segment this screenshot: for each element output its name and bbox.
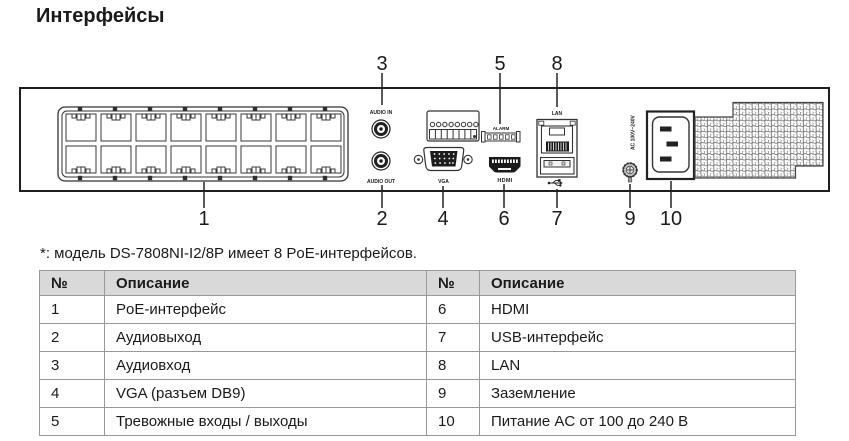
cell-num: 8 bbox=[427, 352, 480, 380]
usb-port bbox=[541, 158, 575, 175]
callout-3: 3 bbox=[376, 53, 388, 75]
rj45-port bbox=[276, 146, 306, 173]
rj45-port bbox=[171, 114, 201, 141]
audio-in-jack bbox=[372, 120, 390, 138]
interface-table bbox=[39, 270, 796, 436]
cell-num: 4 bbox=[40, 380, 105, 408]
callout-10: 10 bbox=[659, 208, 683, 230]
header-num-left: № bbox=[40, 271, 105, 296]
header-num-right: № bbox=[427, 271, 480, 296]
cell-num: 2 bbox=[40, 324, 105, 352]
cell-num: 5 bbox=[40, 408, 105, 436]
page-title: Интерфейсы bbox=[36, 5, 165, 27]
rj45-port bbox=[276, 114, 306, 141]
cell-num: 10 bbox=[427, 408, 480, 436]
rj45-port bbox=[241, 146, 271, 173]
hdmi-label: HDMI bbox=[497, 178, 513, 184]
callout-5: 5 bbox=[494, 53, 506, 75]
callout-6: 6 bbox=[498, 208, 510, 230]
cell-num: 7 bbox=[427, 324, 480, 352]
cell-desc: LAN bbox=[480, 352, 796, 380]
table-row bbox=[40, 380, 796, 408]
cell-desc: Аудиовыход bbox=[105, 324, 427, 352]
audio-in-label: AUDIO IN bbox=[369, 110, 393, 116]
cell-desc: Питание AC от 100 до 240 В bbox=[480, 408, 796, 436]
table-row bbox=[40, 352, 796, 380]
cell-num: 9 bbox=[427, 380, 480, 408]
header-desc-right: Описание bbox=[480, 271, 796, 296]
rj45-port bbox=[136, 146, 166, 173]
table-row bbox=[40, 296, 796, 324]
cell-num: 1 bbox=[40, 296, 105, 324]
rj45-port bbox=[136, 114, 166, 141]
cell-desc: Аудиовход bbox=[105, 352, 427, 380]
rj45-port bbox=[206, 146, 236, 173]
rj45-port bbox=[171, 146, 201, 173]
callout-1: 1 bbox=[198, 208, 210, 230]
alarm-connector bbox=[482, 132, 521, 143]
callout-9: 9 bbox=[624, 208, 636, 230]
table-row bbox=[40, 324, 796, 352]
rj45-port bbox=[101, 146, 131, 173]
cell-num: 3 bbox=[40, 352, 105, 380]
callout-4: 4 bbox=[437, 208, 449, 230]
poe-port-block bbox=[58, 107, 348, 181]
hdmi-connector bbox=[489, 157, 521, 173]
lan-label: LAN bbox=[551, 111, 563, 117]
callout-2: 2 bbox=[376, 208, 388, 230]
cell-desc: Заземление bbox=[480, 380, 796, 408]
footnote: *: модель DS-7808NI-I2/8P имеет 8 PoE-интерфейсов. bbox=[40, 245, 417, 262]
rj45-port bbox=[66, 114, 96, 141]
power-rating-label: AC 100V~240V bbox=[630, 115, 637, 150]
rj45-port bbox=[66, 146, 96, 173]
table-header-row bbox=[40, 271, 796, 296]
audio-out-jack bbox=[372, 152, 390, 170]
header-desc-left: Описание bbox=[105, 271, 427, 296]
vga-label: VGA bbox=[438, 179, 449, 185]
alarm-terminal-block bbox=[427, 111, 479, 141]
rj45-port bbox=[311, 114, 341, 141]
audio-out-label: AUDIO OUT bbox=[366, 179, 396, 185]
table-row bbox=[40, 408, 796, 436]
rj45-port bbox=[101, 114, 131, 141]
cell-desc: HDMI bbox=[480, 296, 796, 324]
callout-7: 7 bbox=[551, 208, 563, 230]
cell-desc: VGA (разъем DB9) bbox=[105, 380, 427, 408]
power-inlet bbox=[647, 112, 694, 180]
rj45-port bbox=[206, 114, 236, 141]
cell-desc: PoE-интерфейс bbox=[105, 296, 427, 324]
callout-8: 8 bbox=[551, 53, 563, 75]
cell-desc: Тревожные входы / выходы bbox=[105, 408, 427, 436]
rj45-port bbox=[311, 146, 341, 173]
alarm-label: ALARM bbox=[492, 126, 510, 131]
cell-num: 6 bbox=[427, 296, 480, 324]
rj45-port bbox=[241, 114, 271, 141]
cell-desc: USB-интерфейс bbox=[480, 324, 796, 352]
